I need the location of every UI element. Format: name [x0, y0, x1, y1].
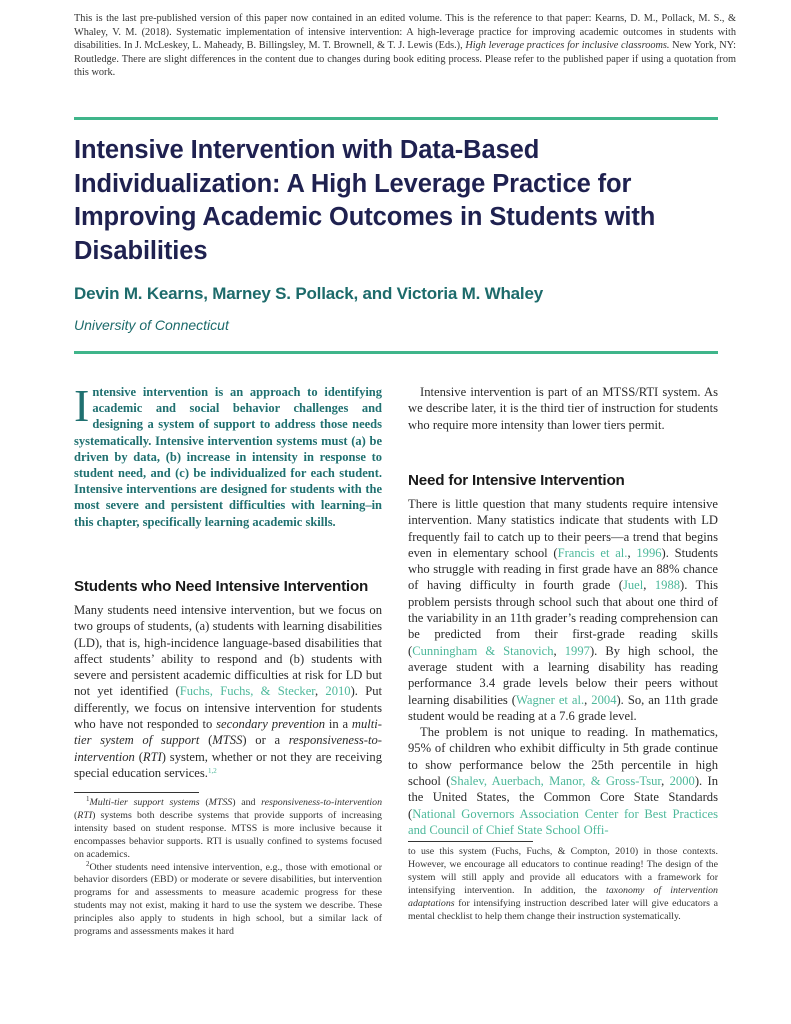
footnote-rule: [74, 792, 199, 793]
right-intro-paragraph: Intensive intervention is part of an MTSS/RTI system. As we describe later, it is the third tier of instruction for students who require more intensity than lower tiers permit.: [408, 385, 718, 432]
citation-link[interactable]: Shalev, Auerbach, Manor, & Gross-Tsur: [450, 774, 662, 789]
footnote-rule-right: [408, 841, 533, 842]
section2-paragraph-1: There is little question that many students require intensive intervention. Many statistics indicate that students with LD frequently fail to catch up to their peers—a trend that begins even in elementary school (Francis et al., 1996). Students who struggle with reading in first grade have an 88% chance of having difficulty in fourth grade (Juel, 1988). This problem persists through school such that about one third of the variability in an 11th grader’s reading comprehension can be predicted from their first-grade reading skills (Cunningham & Stanovich, 1997). By high school, the average student with a learning disability has reading performance 3.4 grade levels below their peers without learning disabilities (Wagner et al., 2004). So, an 11th grade student would be reading at a 7.6 grade level.: [408, 497, 719, 723]
citation-year-link[interactable]: 2000: [669, 774, 695, 789]
footnote-1: $^1$Multi-tier support systems (MTSS) and responsiveness-to-intervention (RTI) systems both describe systems that provide supports of increasing intensity based on student response. MTSS is more inclusive because it encompasses behavior supports. RTI is usually confined to systems focused on academics.: [74, 795, 383, 860]
citation-link[interactable]: Fuchs, Fuchs, & Stecker: [179, 684, 315, 699]
citation-year-link[interactable]: 2004: [591, 692, 617, 707]
citation-year-link[interactable]: 1988: [654, 578, 681, 593]
citation-year-link[interactable]: 2010: [325, 684, 351, 699]
drop-cap: I: [74, 380, 90, 431]
paper-title: Intensive Intervention with Data-Based Individualization: A High Leverage Practice for Improving Academic Outcomes in Students with Disabilities: [74, 136, 656, 265]
footnote-2: $^2$Other students need intensive intervention, e.g., those with emotional or behavior disorders (EBD) or moderate or severe disabilities, but intervention programs for and assessments to measure academic progress for these students may not exist, making it hard to use the system we describe. These principles also apply to students in high school, but a similar lack of programs and assessments makes it hard: [74, 859, 382, 938]
header-bottom-rule: [74, 351, 718, 354]
section2-paragraph-2: The problem is not unique to reading. In mathematics, 95% of children who exhibit difficulty in 5th grade continue to show performance below the 25th percentile in high school (Shalev, Auerbach, Manor, & Gross-Tsur, 2000). In the United States, the Common Core State Standards (National Governors Association Center for Best Practices and Council of Chief State School Offi-: [408, 725, 718, 837]
footnotes-left: [74, 797, 382, 939]
citation-year-link[interactable]: 1996: [636, 545, 662, 560]
abstract: [74, 380, 382, 530]
citation-link[interactable]: National Governors Association Center for Best Practices and Council of Chief State School Offi-: [408, 806, 718, 837]
citation-link[interactable]: Cunningham & Stanovich: [412, 643, 554, 658]
authors: Devin M. Kearns, Marney S. Pollack, and Victoria M. Whaley: [74, 284, 543, 303]
citation-year-link[interactable]: 1997: [564, 643, 590, 658]
section-heading-students: Students who Need Intensive Intervention: [74, 578, 369, 595]
publication-notice: [74, 12, 736, 80]
notice-text: This is the last pre-published version of this paper now contained in an edited volume. This is the reference to that paper: Kearns, D. M., Pollack, M. S., & Whaley, V. M. (2018). Systematic implementation of intensive intervention: A high-leverage practice for improving academic outcomes in students with disabilities. In J. McLeskey, L. Maheady, B. Billingsley, M. T. Brownell, & T. J. Lewis (Eds.),: [74, 13, 736, 52]
section-heading-need: Need for Intensive Intervention: [408, 472, 625, 489]
citation-link[interactable]: Francis et al.: [557, 545, 628, 560]
footnote-reference[interactable]: 1,2: [207, 766, 217, 775]
notice-text-end: New York, NY: Routledge. There are slight differences in the content due to changes during book editing process. Please refer to the published paper if using a quotation from this work.: [74, 40, 737, 79]
citation-link[interactable]: Juel: [622, 578, 644, 593]
notice-book-title: High leverage practices for inclusive classrooms.: [465, 40, 670, 52]
abstract-text: ntensive intervention is an approach to identifying academic and social behavior challenges and designing a system of support to address those needs systematically. Intensive intervention systems must (a) be driven by data, (b) increase in intensity in response to student need, and (c) be individualized for each student. Intensive interventions are designed for students with the most severe and persistent difficulties with learning–in this chapter, specifically learning academic skills.: [74, 385, 382, 529]
section1-paragraph: Many students need intensive intervention, but we focus on two groups of students, (a) students with learning disabilities (LD), that is, high-incidence language-based disabilities that affect students’ ability to respond and (b) students with severe and persistent academic difficulties at risk for LD but not yet identified (Fuchs, Fuchs, & Stecker, 2010). Put differently, we focus on intensive intervention for students who have not responded to secondary prevention in a multi-tier system of support (MTSS) or a responsiveness-to-intervention (RTI) system, whether or not they are receiving special education services.$^{1,2}$: [74, 603, 382, 780]
section2-body: [408, 496, 718, 838]
footnote-2-continued: to use this system (Fuchs, Fuchs, & Compton, 2010) in those contexts. However, we encourage all educators to continue reading! The design of the system will still apply and provide all educators with a framework for intensifying intervention. In addition, the taxonomy of intervention adaptations for intensifying instruction described later will give educators a mental checklist to help them change their instruction systematically.: [408, 846, 718, 922]
citation-link[interactable]: Wagner et al.: [516, 692, 585, 707]
affiliation: University of Connecticut: [74, 317, 229, 333]
top-rule: [74, 117, 718, 120]
